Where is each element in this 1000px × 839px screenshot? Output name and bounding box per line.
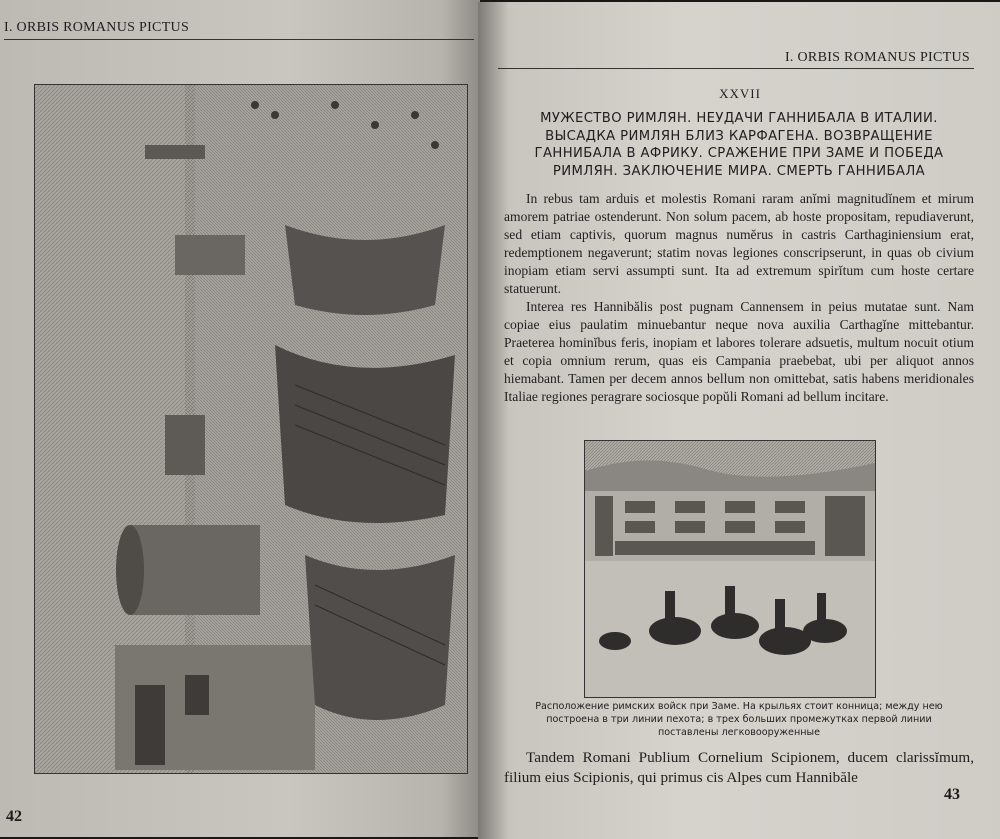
battle-engraving-icon [585, 441, 875, 697]
closing-text [504, 748, 974, 788]
zama-battle-illustration [584, 440, 876, 698]
harbor-engraving-illustration [34, 84, 468, 774]
page-number-right: 43 [944, 786, 960, 803]
chapter-title-line: РИМЛЯН. ЗАКЛЮЧЕНИЕ МИРА. СМЕРТЬ ГАННИБАЛА [552, 163, 926, 179]
chapter-title [504, 110, 974, 180]
chapter-number: XXVII [719, 86, 761, 101]
caption-line: поставлены легковооруженные [658, 727, 820, 738]
running-head-left: I. ORBIS ROMANUS PICTUS [4, 20, 190, 35]
running-head-right: I. ORBIS ROMANUS PICTUS [784, 50, 970, 65]
body-text [504, 190, 974, 406]
header-rule-right [498, 68, 974, 69]
left-page [0, 0, 480, 837]
header-rule-left [4, 39, 474, 40]
chapter-title-line: ГАННИБАЛА В АФРИКУ. СРАЖЕНИЕ ПРИ ЗАМЕ И ПОБЕДА [534, 146, 944, 161]
chapter-title-line: ВЫСАДКА РИМЛЯН БЛИЗ КАРФАГЕНА. ВОЗВРАЩЕНИЕ [545, 128, 933, 144]
figure-caption [504, 700, 974, 739]
harbor-engraving-icon [35, 85, 467, 773]
paragraph: Tandem Romani Publium Cornelium Scipionem, ducem clarissĭmum, filium eius Scipionis, qui primus cis Alpes cum Hannibăle [504, 749, 974, 786]
chapter-title-line: МУЖЕСТВО РИМЛЯН. НЕУДАЧИ ГАННИБАЛА В ИТАЛИИ. [540, 111, 938, 126]
caption-line: Расположение римских войск при Заме. На крыльях стоит конница; между нею [535, 701, 943, 712]
paragraph: Interea res Hannibălis post pugnam Cannensem in peius mutatae sunt. Nam copiae eius paulatim minuebantur neque nova auxilia Carthagĭne mittebantur. Praeterea hominĭbus feris, inopiam et labores tolerare adsuetis, multum nocuit otium et copia omnium rerum, quas eis Campania praebebat, ubi per aliquot annos hiemabant. Tamen per decem annos bellum non omittebat, satis habens meridionales Italiae regiones peragrare sociosque popŭli Romani ad bellum incitare. [504, 299, 974, 404]
caption-line: построена в три линии пехота; в трех больших промежутках первой линии [546, 714, 932, 725]
paragraph: In rebus tam arduis et molestis Romani raram anĭmi magnitudĭnem et mirum amorem patriae ostenderunt. Non solum pacem, ab hoste propositam, repudiaverunt, sed etiam captivis, quorum magnus numĕrus in castris Carthaginiensium erat, redemptionem negaverunt; statim novas legiones conscripserunt, in quas ob civium inopiam etiam servi assumpti sunt. Ita ad extremum spirĭtum cum hoste certare statuerunt. [504, 191, 974, 296]
page-number-left: 42 [6, 808, 22, 825]
right-page [478, 2, 1000, 839]
